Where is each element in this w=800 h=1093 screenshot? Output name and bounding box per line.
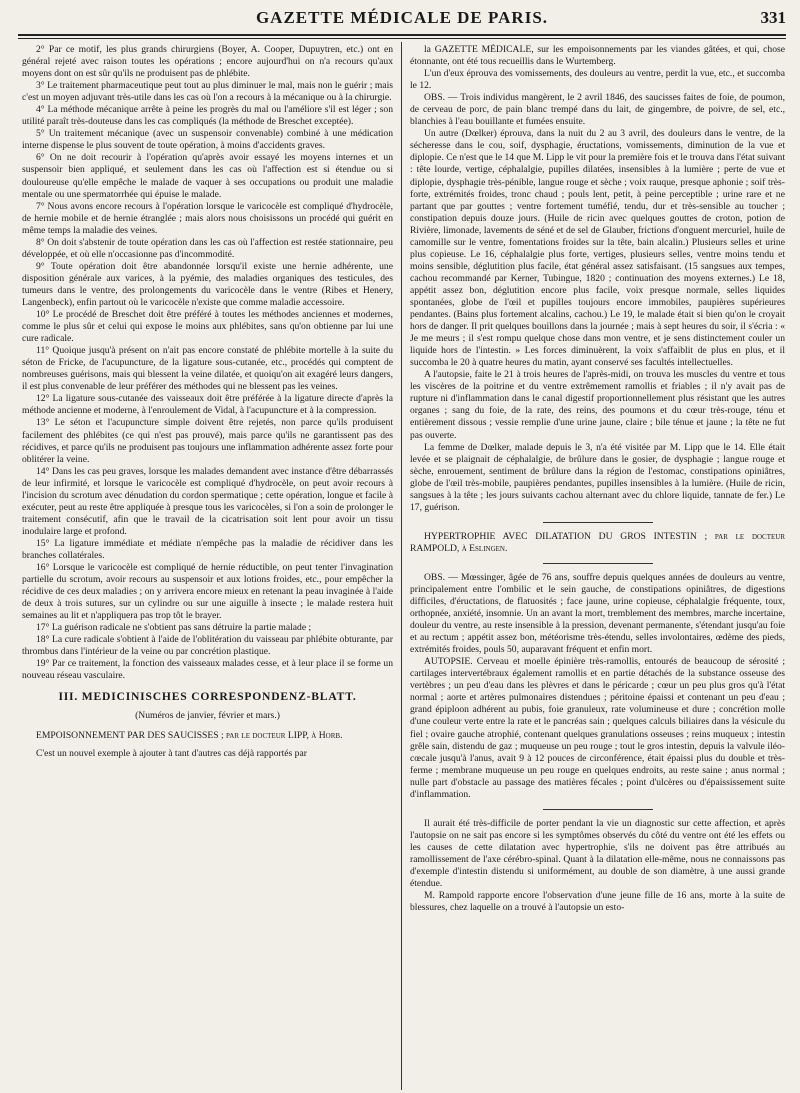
- paragraph: 9° Toute opération doit être abandonnée lorsqu'il existe une hernie adhérente, une disposition générale aux varices, à la pyémie, des maladies organiques des testicules, des tumeurs dans le ventre, des prolongements du varicocèle dans le ventre (Ribes et Henery, Langenbeck), enfin partout où le varicocèle n'existe que comme maladie accessoire.: [22, 260, 393, 308]
- paragraph: C'est un nouvel exemple à ajouter à tant d'autres cas déjà rapportés par: [36, 747, 307, 759]
- header-rule-thin: [18, 38, 786, 39]
- article-separator: [543, 809, 653, 810]
- page-number: 331: [760, 8, 786, 27]
- paragraph: 10° Le procédé de Breschet doit être préféré à toutes les méthodes anciennes et modernes, comme le plus sûr et celui qui expose le moins aux phlébites, sans qu'on obtienne par lui une cure radicale.: [22, 309, 393, 345]
- paragraph: 7° Nous avons encore recours à l'opération lorsque le varicocèle est compliqué d'hydrocèle, de hernie mobile et de hernie étranglée ; mais alors nous choisissons un procédé qui guérit en même temps la maladie des veines.: [22, 200, 393, 236]
- paragraph: 2° Par ce motif, les plus grands chirurgiens (Boyer, A. Cooper, Dupuytren, etc.) ont en général rejeté avec raison toutes les opérations ; encore aujourd'hui on n'a recours qu'aux moyens dont on est sûr qu'ils ne produisent pas de phlébite.: [22, 44, 393, 80]
- column-divider: [401, 42, 402, 1090]
- paragraph: 4° La méthode mécanique arrête à peine les progrès du mal ou l'améliore s'il est léger ; son utilité paraît très-douteuse dans les cas compliqués (la méthode de Breschet exceptée).: [22, 104, 393, 128]
- article-separator: [543, 563, 653, 564]
- section-subtitle: (Numéros de janvier, février et mars.): [135, 709, 280, 721]
- paragraph: 5° Un traitement mécanique (avec un suspensoir convenable) combiné à une médication interne dispense le plus souvent de toute opération, à moins d'accidents graves.: [22, 128, 393, 152]
- right-column: [410, 44, 785, 1087]
- paragraph: 19° Par ce traitement, la fonction des vaisseaux malades cesse, et à leur place il se forme un nouveau réseau vasculaire.: [22, 658, 393, 682]
- left-column: [22, 44, 393, 1087]
- paragraph: L'un d'eux éprouva des vomissements, des douleurs au ventre, perdit la vue, etc., et succomba le 12.: [410, 68, 785, 92]
- paragraph: 18° La cure radicale s'obtient à l'aide de l'oblitération du vaisseau par phlébite obturante, par thrombus dans l'intérieur de la veine ou par concrétion plastique.: [22, 634, 393, 658]
- paragraph: OBS. — Mœssinger, âgée de 76 ans, souffre depuis quelques années de douleurs au ventre, principalement entre l'ombilic et le sein gauche, de constipations opiniâtres, de digestions difficiles, d'éructations, de flatuosités ; face jaune, urine copieuse, céphalalgie fréquente, toux, orthopnée, anxiété, insomnie. Un an avant la mort, tremblement des membres, marche incertaine, douleur du ventre, au reste insensible à la pression, devenant permanente, s'étendant jusqu'au foie et au rectum ; appétit assez bon, météorisme très-étendu, selles involontaires, œdème des pieds, extrémités froides, pouls 50, auparavant fréquent et enfin mort.: [410, 571, 785, 656]
- section-title: III. MEDICINISCHES CORRESPONDENZ-BLATT.: [58, 690, 357, 704]
- page-header: [18, 6, 786, 32]
- paragraph: 11° Quoique jusqu'à présent on n'ait pas encore constaté de phlébite mortelle à la suite du séton de Fricke, de l'acupuncture, de la ligature sous-cutanée, etc., procédés qui comptent de nombreuses guérisons, mais qui blessent la veine dilatée, et quoiqu'on ait exagéré leurs dangers, il est plus convenable de leur préférer des méthodes qui ne blessent pas les veines.: [22, 345, 393, 393]
- paragraph: 6° On ne doit recourir à l'opération qu'après avoir essayé les moyens internes et un suspensoir bien appliqué, et seulement dans les cas où l'affection est si étendue ou si douloureuse qu'elle empêche le malade de vaquer à ses occupations ou produit une maladie mentale ou une spermatorrhée qui épuise le malade.: [22, 152, 393, 200]
- article-heading: HYPERTROPHIE AVEC DILATATION DU GROS INTESTIN ; par le docteur RAMPOLD, à Eslingen.: [410, 530, 785, 554]
- journal-title: GAZETTE MÉDICALE DE PARIS.: [255, 8, 549, 27]
- paragraph: AUTOPSIE. Cerveau et moelle épinière très-ramollis, entourés de beaucoup de sérosité ; cartilages intervertébraux également ramollis et en partie détachés de la substance osseuse des vertèbres ; un peu d'eau dans les plèvres et dans le péricarde ; cœur un peu plus gros qu'à l'état normal ; aorte et artères pulmonaires distendues ; péritoine épaissi et contenant un peu d'eau ; grand épiploon adhérent au pubis, foie granuleux, rate volumineuse et dure ; concrétion molle d'une couleur verte entre la rate et le pancréas sain ; quelques calculs biliaires dans la vésicule du fiel ; ovaire gauche atrophié, contenant quelques granulations osseuses ; reins muqueux ; intestin grêle sain, distendu de gaz ; muqueuse un peu rouge ; tout le gros intestin, depuis la valvule iléo-cœcale jusqu'à l'anus, avait 9 à 12 pouces de circonférence, était épaissi plus du double et très-ferme ; membrane muqueuse un peu rouge en quelques endroits, au reste saine ; anus normal ; nulle part d'obstacle au passage des matières fécales ; point d'ulcères ou d'épaississement suite d'inflammation.: [410, 656, 785, 800]
- paragraph: 17° La guérison radicale ne s'obtient pas sans détruire la partie malade ;: [36, 622, 312, 634]
- paragraph: 16° Lorsque le varicocèle est compliqué de hernie réductible, on peut tenter l'invagination partielle du scrotum, avoir recours au suspensoir et aux lotions froides, etc., pour empêcher la récidive de ces deux maladies ; on y arrivera encore mieux en retenant la peau invaginée à l'aide de deux à trois sutures, sur un cylindre ou sur une aiguille à insecte ; le malade restera huit semaines au lit et n'appliquera pas trop tôt le brayer.: [22, 562, 393, 622]
- paragraph: La femme de Dœlker, malade depuis le 3, n'a été visitée par M. Lipp que le 14. Elle était levée et se plaignait de céphalalgie, de brûlure dans le gosier, de dysphagie ; langue rouge et sèche, enrouement, sentiment de brûlure dans la région de l'estomac, constipations opiniâtres, globe de l'œil très-mobile, paupières pendantes, pupilles insensibles à la lumière. (Huile de ricin, sangsues à la tête ; les jours suivants cachou alternant avec du chlore liquide, tannate de fer.) Le 17, guérison.: [410, 441, 785, 513]
- paragraph: Un autre (Dœlker) éprouva, dans la nuit du 2 au 3 avril, des douleurs dans le ventre, de la sécheresse dans le cou, soif, dysphagie, éructations, vomissements, diminution de la vue et diplopie. Ce n'est que le 14 que M. Lipp le vit pour la première fois et le trouva dans l'état suivant : tête lourde, vertige, céphalalgie, pupilles dilatées, insensibles à la lumière ; perte de vue et diplopie, dysphagie très-pénible, langue rouge et sèche ; voix rauque, presque aphonie ; soif très-forte, extrémités froides, tronc chaud ; pouls lent, petit, à peine perceptible ; urine rare et ne partant que par gouttes ; ventre fortement tuméfié, tendu, dur et très-sensible au toucher ; constipation depuis douze jours. (Huile de ricin avec quelques gouttes de croton, potion de Rivière, limonade, lavements de séné et de sel de Glauber, frictions d'onguent mercuriel, huile de camomille sur le ventre, fomentations froides sur la tête, bain alcalin.) Plusieurs selles et urine plus copieuse. Le 16, céphalalgie plus forte, vertiges, plusieurs selles, ventre moins tendu et moins sensible, déglutition plus facile, état général assez satisfaisant. (15 sangsues aux tempes, cachou recommandé par Kerner, Tubingue, 1820 ; continuation des moyens externes.) Le 18, appétit assez bon, déglutition encore plus facile, voix presque normale, selles liquides spontanées, globe de l'œil et pupilles toujours encore immobiles, paupières supérieures pendantes. (Bains plus fortement alcalins, cachou.) Le 19, le malade était si bien qu'on le croyait hors de danger. Il prit quelques bouillons dans la journée ; mais à sept heures du soir, il s'écria : « Je me meurs ; il s'est rompu quelque chose dans mon ventre, et je sens distinctement couler un liquide hors de l'intestin. » Les forces diminuèrent, la voix s'affaiblit de plus en plus, et il succomba le 20 à quatre heures du matin, ayant conservé ses facultés intellectuelles.: [410, 128, 785, 369]
- paragraph: 14° Dans les cas peu graves, lorsque les malades demandent avec instance d'être débarrassés de leur infirmité, et lorsque le varicocèle est compliqué d'hydrocèle, on peut avoir recours à l'incision du scrotum avec dénudation du cordon spermatique ; cette opération, longue et facile à exécuter, peut au reste être appliquée à presque tous les varicocèles, si l'on a soin de prolonger le traitement consécutif, afin que le travail de la cicatrisation soit lent pour avoir un tissu inodulaire large et profond.: [22, 465, 393, 537]
- paragraph: 15° La ligature immédiate et médiate n'empêche pas la maladie de récidiver dans les branches collatérales.: [22, 537, 393, 561]
- paragraph: 13° Le séton et l'acupuncture simple doivent être rejetés, non parce qu'ils produisent facilement des phlébites (ce qui n'est pas prouvé), mais parce qu'ils ne garantissent pas des récidives, et parce qu'ils ne produisent pas toujours une inflammation adhérente assez forte pour oblitérer la veine.: [22, 417, 393, 465]
- article-separator: [543, 522, 653, 523]
- paragraph: OBS. — Trois individus mangèrent, le 2 avril 1846, des saucisses faites de foie, de poumon, de cerveau de porc, de pain blanc trempé dans du lait, de gingembre, de poivre, de sel, etc., blanchies à l'eau bouillante et fumées ensuite.: [410, 92, 785, 128]
- paragraph: la GAZETTE MÉDICALE, sur les empoisonnements par les viandes gâtées, et qui, chose étonnante, ont été tous recueillis dans le Wurtemberg.: [410, 44, 785, 68]
- article-heading: EMPOISONNEMENT PAR DES SAUCISSES ; par le docteur LIPP, à Horb.: [36, 729, 343, 741]
- paragraph: 12° La ligature sous-cutanée des vaisseaux doit être préférée à la ligature directe d'après la méthode ancienne et moderne, à l'enroulement de Vidal, à l'acupuncture et à la compression.: [22, 393, 393, 417]
- header-rule: [18, 34, 786, 36]
- paragraph: Il aurait été très-difficile de porter pendant la vie un diagnostic sur cette affection, et après l'autopsie on ne sait pas encore si les symptômes observés du côté du ventre ont été les effets ou les causes de cette dilatation avec hypertrophie, s'ils ne doivent pas être attribués au ramollissement de l'axe cérébro-spinal. Quant à la dilatation elle-même, nous ne connaissons pas d'exemple d'intestin distendu si uniformément, au double de son diamètre, à une aussi grande étendue.: [410, 817, 785, 890]
- paragraph: M. Rampold rapporte encore l'observation d'une jeune fille de 16 ans, morte à la suite de blessures, chez laquelle on a trouvé à l'autopsie un esto-: [410, 890, 785, 914]
- paragraph: 8° On doit s'abstenir de toute opération dans les cas où l'affection est restée stationnaire, peu développée, et où elle n'occasionne pas d'incommodité.: [22, 236, 393, 260]
- paragraph: A l'autopsie, faite le 21 à trois heures de l'après-midi, on trouva les muscles du ventre et tous les viscères de la poitrine et du ventre extrêmement ramollis et friables ; il n'y avait pas de rupture ni d'inflammation dans le canal digestif proportionnellement plus résistant que les autres organes ; sang du foie, de la rate, des reins, des poumons et du cœur très-rouge, ténu et entièrement dissous ; vessie remplie d'une urine jaune, claire ; bile ténue et jaune ; la tête ne fut pas ouverte.: [410, 369, 785, 441]
- paragraph: 3° Le traitement pharmaceutique peut tout au plus diminuer le mal, mais non le guérir ; mais c'est un moyen adjuvant très-utile dans les cas où l'on a recours à la mécanique ou à la chirurgie.: [22, 80, 393, 104]
